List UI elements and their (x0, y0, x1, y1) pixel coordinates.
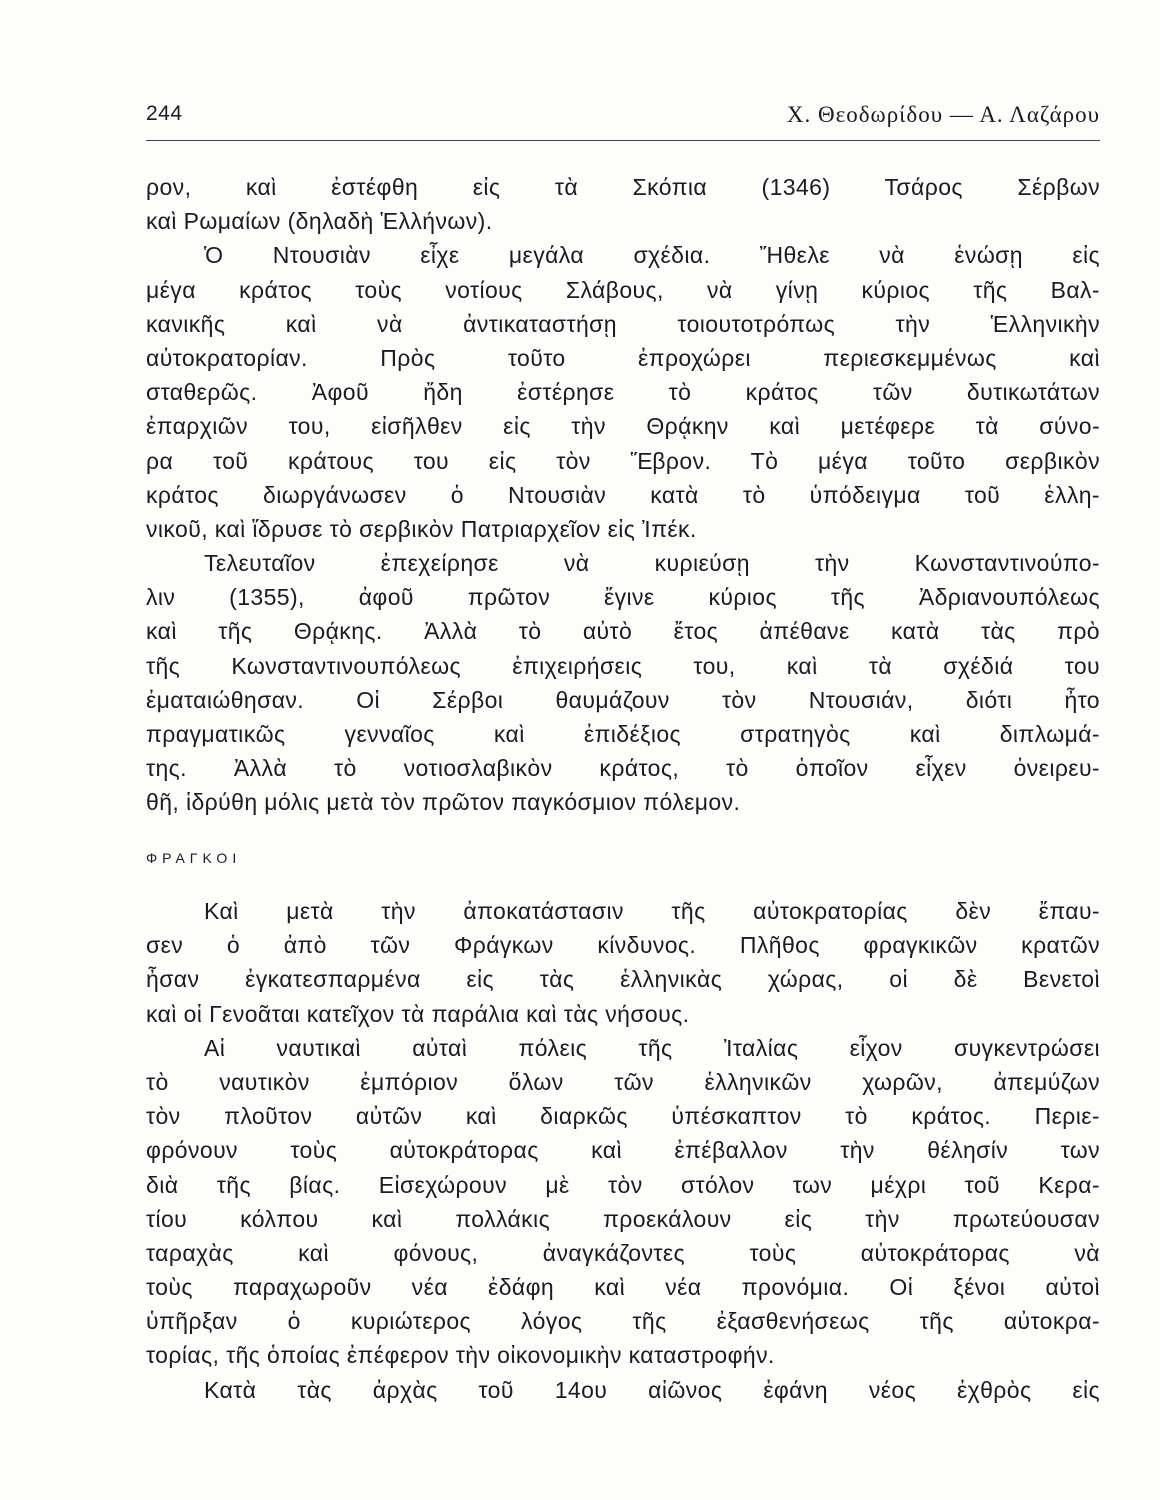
text-line: καὶ Ρωμαίων (δηλαδὴ Ἑλλήνων). (146, 208, 493, 235)
text-line: ἐματαιώθησαν. Οἱ Σέρβοι θαυμάζουν τὸν Ντουσιάν, διότι ἦτο (146, 686, 1100, 713)
text-line: φρόνουν τοὺς αὐτοκράτορας καὶ ἐπέβαλλον τὴν θέλησίν των (146, 1137, 1100, 1164)
text-line: πραγματικῶς γενναῖος καὶ ἐπιδέξιος στρατηγὸς καὶ διπλωμά- (146, 721, 1100, 747)
text-line: σεν ὁ ἀπὸ τῶν Φράγκων κίνδυνος. Πλῆθος φραγκικῶν κρατῶν (146, 932, 1100, 959)
text-line: κράτος διωργάνωσεν ὁ Ντουσιὰν κατὰ τὸ ὑπόδειγμα τοῦ ἑλλη- (146, 481, 1100, 508)
text-line: Ὁ Ντουσιὰν εἶχε μεγάλα σχέδια. Ἤθελε νὰ ἑνώσῃ εἰς (204, 242, 1100, 269)
text-line: Καὶ μετὰ τὴν ἀποκατάστασιν τῆς αὐτοκρατορίας δὲν ἔπαυ- (204, 898, 1100, 924)
running-head: Χ. Θεοδωρίδου — Α. Λαζάρου (786, 102, 1100, 127)
text-line: τὸν πλοῦτον αὐτῶν καὶ διαρκῶς ὑπέσκαπτον τὸ κράτος. Περιε- (146, 1103, 1100, 1130)
text-line: τὸ ναυτικὸν ἐμπόριον ὅλων τῶν ἑλληνικῶν χωρῶν, ἀπεμύζων (146, 1068, 1100, 1095)
page-number: 244 (146, 102, 183, 125)
text-line: διὰ τῆς βίας. Εἰσεχώρουν μὲ τὸν στόλον των μέχρι τοῦ Κερα- (146, 1171, 1100, 1198)
text-line: μέγα κράτος τοὺς νοτίους Σλάβους, νὰ γίνῃ κύριος τῆς Βαλ- (146, 276, 1100, 303)
text-line: νικοῦ, καὶ ἵδρυσε τὸ σερβικὸν Πατριαρχεῖον εἰς Ἰπέκ. (146, 515, 697, 542)
text-line: καὶ οἱ Γενοᾶται κατεῖχον τὰ παράλια καὶ τὰς νήσους. (146, 1000, 690, 1027)
section-heading: ΦΡΑΓΚΟΙ (146, 850, 242, 866)
page-header (146, 100, 1100, 141)
section-2-text (146, 894, 1100, 1407)
text-line: ταραχὰς καὶ φόνους, ἀναγκάζοντες τοὺς αὐτοκράτορας νὰ (146, 1239, 1100, 1266)
text-line: κανικῆς καὶ νὰ ἀντικαταστήσῃ τοιουτοτρόπως τὴν Ἑλληνικὴν (146, 310, 1100, 337)
text-line: τῆς Κωνσταντινουπόλεως ἐπιχειρήσεις του, καὶ τὰ σχέδιά του (146, 652, 1100, 679)
text-line: σταθερῶς. Ἀφοῦ ἤδη ἐστέρησε τὸ κράτος τῶν δυτικωτάτων (146, 379, 1100, 406)
text-line: τίου κόλπου καὶ πολλάκις προεκάλουν εἰς τὴν πρωτεύουσαν (146, 1205, 1100, 1232)
text-line: καὶ τῆς Θρᾴκης. Ἀλλὰ τὸ αὐτὸ ἔτος ἀπέθανε κατὰ τὰς πρὸ (146, 618, 1100, 645)
text-line: ρα τοῦ κράτους του εἰς τὸν Ἕβρον. Τὸ μέγα τοῦτο σερβικὸν (146, 447, 1100, 474)
text-line: της. Ἀλλὰ τὸ νοτιοσλαβικὸν κράτος, τὸ ὁποῖον εἶχεν ὀνειρευ- (146, 755, 1100, 782)
text-line: ἐπαρχιῶν του, εἰσῆλθεν εἰς τὴν Θρᾴκην καὶ μετέφερε τὰ σύνο- (146, 413, 1100, 440)
text-line: τοὺς παραχωροῦν νέα ἐδάφη καὶ νέα προνόμια. Οἱ ξένοι αὐτοὶ (146, 1274, 1100, 1301)
text-line: τορίας, τῆς ὁποίας ἐπέφερον τὴν οἰκονομικὴν καταστροφήν. (146, 1342, 775, 1369)
text-line: λιν (1355), ἀφοῦ πρῶτον ἔγινε κύριος τῆς Ἀδριανουπόλεως (146, 584, 1100, 611)
text-line: Αἱ ναυτικαὶ αὐταὶ πόλεις τῆς Ἰταλίας εἶχον συγκεντρώσει (204, 1034, 1100, 1061)
text-line: ὑπῆρξαν ὁ κυριώτερος λόγος τῆς ἐξασθενήσεως τῆς αὐτοκρα- (146, 1308, 1100, 1335)
text-line: Κατὰ τὰς ἀρχὰς τοῦ 14ου αἰῶνος ἐφάνη νέος ἐχθρὸς εἰς (204, 1376, 1100, 1403)
text-line: ρον, καὶ ἐστέφθη εἰς τὰ Σκόπια (1346) Τσάρος Σέρβων (146, 174, 1100, 200)
text-line: θῆ, ἱδρύθη μόλις μετὰ τὸν πρῶτον παγκόσμιον πόλεμον. (146, 789, 741, 816)
text-line: ἦσαν ἐγκατεσπαρμένα εἰς τὰς ἑλληνικὰς χώρας, οἱ δὲ Βενετοὶ (146, 966, 1100, 993)
text-line: Τελευταῖον ἐπεχείρησε νὰ κυριεύσῃ τὴν Κωνσταντινούπο- (204, 550, 1100, 577)
text-line: αὐτοκρατορίαν. Πρὸς τοῦτο ἐπροχώρει περιεσκεμμένως καὶ (146, 344, 1100, 371)
section-1-text (146, 170, 1100, 820)
